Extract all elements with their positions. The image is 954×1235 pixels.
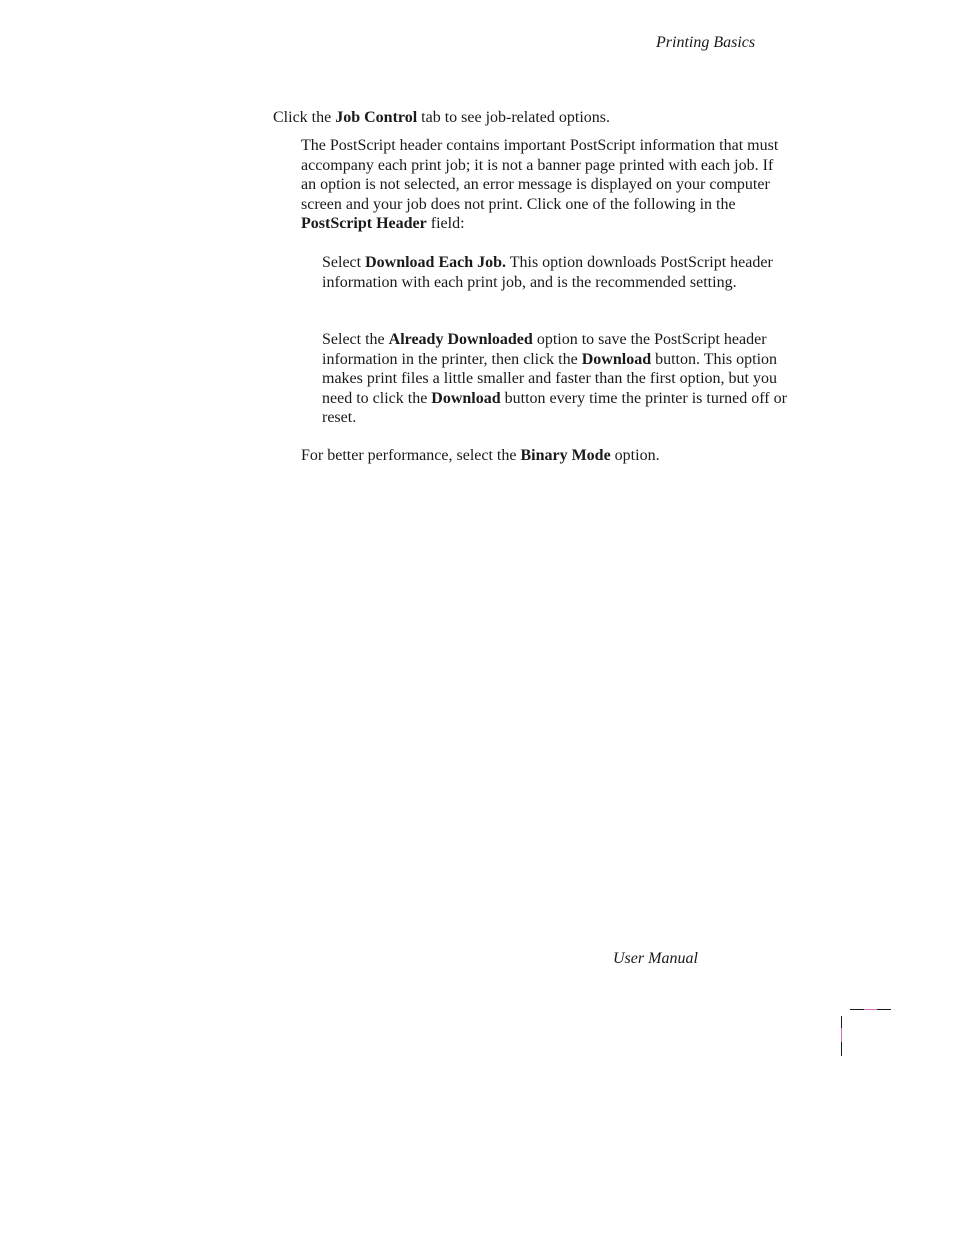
download-each-job-option	[322, 253, 792, 292]
download-button-label: Download	[581, 350, 652, 368]
opt2-text-mid2: button. This option makes print files a little smaller and faster than the first option, but you need to click the	[322, 350, 778, 407]
step-text-after: tab to see job-related options.	[417, 109, 610, 126]
opt1-text-before: Select	[322, 254, 366, 271]
download-each-job-label: Download Each Job.	[365, 254, 507, 271]
running-footer: User Manual	[613, 950, 698, 967]
opt1-text-after: This option downloads PostScript header information with each print job, and is the recommended setting.	[322, 254, 773, 291]
running-header: Printing Basics	[656, 34, 756, 51]
opt2-text-before: Select the	[322, 331, 389, 348]
binary-text-after: option.	[610, 447, 660, 464]
already-downloaded-option	[322, 330, 792, 428]
binary-mode-label: Binary Mode	[520, 447, 611, 464]
download-button-label-second: Download	[431, 389, 501, 407]
crop-mark-vertical-accent	[841, 1028, 842, 1042]
job-control-tab-label: Job Control	[335, 109, 418, 126]
postscript-header-field-label: PostScript Header	[301, 215, 427, 232]
binary-mode-tip	[301, 446, 660, 466]
opt2-text-mid1: option to save the PostScript header information in the printer, then click the	[322, 331, 767, 368]
step-text-before: Click the	[273, 109, 336, 126]
opt2-text-after: button every time the printer is turned off or reset.	[322, 389, 787, 426]
crop-mark-horizontal-accent	[864, 1009, 877, 1010]
header-info-text: The PostScript header contains important PostScript information that must accompany each print job; it is not a banner page printed with each job. If an option is not selected, an error message is displayed on your computer screen and your job does not print. Click one of the following in the	[301, 137, 779, 213]
job-control-step	[273, 108, 610, 128]
header-info-text-after: field:	[426, 215, 465, 232]
binary-text-before: For better performance, select the	[301, 447, 521, 464]
postscript-header-description	[301, 136, 791, 234]
already-downloaded-label: Already Downloaded	[388, 331, 533, 348]
